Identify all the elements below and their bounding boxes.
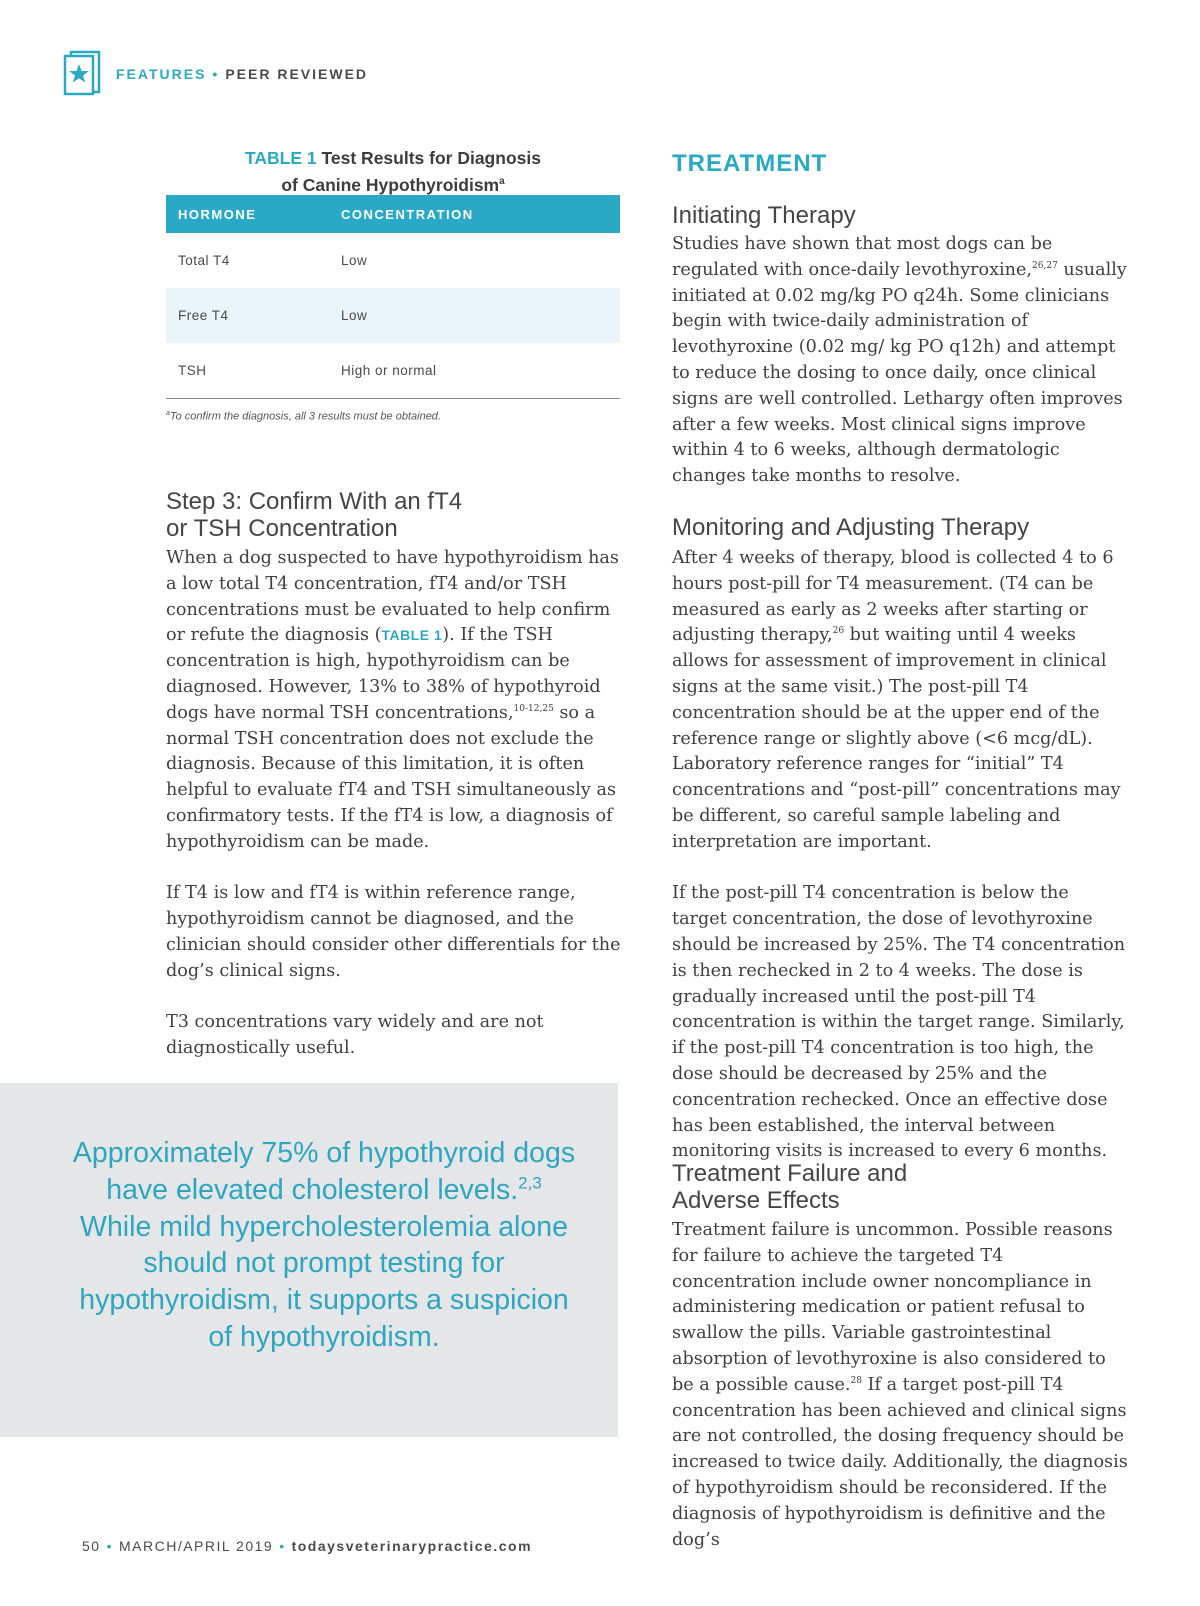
monitoring-paragraph-1: [672, 546, 1128, 856]
step3-heading-line1: Step 3: Confirm With an fT4: [166, 488, 463, 515]
footer-separator: •: [279, 1538, 286, 1554]
failure-heading-line2: Adverse Effects: [672, 1187, 840, 1214]
monitoring-paragraph-2: If the post-pill T4 concentration is below the target concentration, the dose of levothyroxine should be increased by 25%. The T4 concentration is then rechecked in 2 to 4 weeks. The dose is gradually increased until the post-pill T4 concentration is within the target range. Similarly, if the post-pill T4 concentration is too high, the dose should be decreased by 25% and the concentration rechecked. Once an effective dose has been established, the interval between monitoring visits is increased to every 6 months.: [672, 883, 1126, 1162]
step3-p1-text-b: ). If the TSH concentration is high, hypothyroidism can be diagnosed. However, 13% to 38% of hypothyroid dogs have normal TSH concentrations,: [166, 625, 601, 723]
table-title-line1: Test Results for Diagnosis: [321, 148, 541, 168]
treatment-failure-body: [672, 1218, 1128, 1553]
table-title-sup: a: [499, 176, 505, 187]
initiating-text-a: Studies have shown that most dogs can be regulated with once-daily levothyroxine,: [672, 234, 1053, 280]
section-kicker: [116, 66, 368, 82]
concentration-cell: Low: [341, 253, 368, 268]
failure-paragraph: [672, 1218, 1128, 1553]
step3-paragraph-2: If T4 is low and fT4 is within reference range, hypothyroidism cannot be diagnosed, and the clinician should consider other differentials for the dog’s clinical signs.: [166, 883, 621, 981]
table-header-row: [166, 195, 620, 233]
book-star-icon: [62, 50, 102, 96]
column-header-concentration: CONCENTRATION: [333, 195, 620, 233]
table-title: [166, 146, 620, 197]
treatment-heading: TREATMENT: [672, 150, 828, 177]
initiating-paragraph: [672, 232, 1128, 490]
hormone-cell: Total T4: [178, 253, 230, 268]
citation-sup: 26: [832, 626, 845, 637]
step3-p1-text-c: so a normal TSH concentration does not exclude the diagnosis. Because of this limitation, it is often helpful to evaluate fT4 and TSH simultaneously as confirmatory tests. If the fT4 is low, a diagnosis of hypothyroidism can be made.: [166, 702, 616, 852]
footnote-text: To confirm the diagnosis, all 3 results must be obtained.: [169, 410, 441, 423]
pull-quote-box: [0, 1083, 618, 1437]
section-label: FEATURES: [116, 66, 207, 82]
table-row: [166, 288, 620, 343]
kicker-separator: •: [212, 66, 220, 82]
step3-paragraph-1: [166, 546, 622, 856]
pull-quote-citation: 2,3: [518, 1173, 542, 1193]
page-number: 50: [82, 1538, 101, 1554]
subsection-label: PEER REVIEWED: [225, 66, 369, 82]
citation-sup: 28: [850, 1375, 862, 1386]
page-footer: [82, 1538, 532, 1554]
citation-sup: 10-12,25: [513, 703, 554, 714]
failure-text-b: If a target post-pill T4 concentration has been achieved and clinical signs are not controlled, the dosing frequency should be increased to twice daily. Additionally, the diagnosis of hypothyroidism should be reconsidered. If the diagnosis of hypothyroidism is definitive and the dog’s: [672, 1374, 1128, 1550]
failure-text-a: Treatment failure is uncommon. Possible reasons for failure to achieve the targeted T4 concentration include owner noncompliance in administering medication or patient refusal to swallow the pills. Variable gastrointestinal absorption of levothyroxine is also considered to be a possible cause.: [672, 1220, 1113, 1395]
pull-quote-text-a: Approximately 75% of hypothyroid dogs have elevated cholesterol levels.: [72, 1137, 576, 1206]
column-header-hormone: HORMONE: [166, 195, 333, 233]
initiating-therapy-body: [672, 232, 1128, 490]
step3-heading-line2: or TSH Concentration: [166, 515, 398, 542]
table-title-line2: of Canine Hypothyroidism: [281, 174, 500, 195]
pull-quote-text-b: While mild hypercholesterolemia alone should not prompt testing for hypothyroidism, it supports a suspicion of hypothyroidism.: [79, 1210, 569, 1353]
treatment-failure-heading: [672, 1160, 907, 1214]
initiating-therapy-heading: Initiating Therapy: [672, 202, 856, 229]
monitoring-p1-text-a: After 4 weeks of therapy, blood is collected 4 to 6 hours post-pill for T4 measurement. (T4 can be measured as early as 2 weeks after starting or adjusting therapy,: [672, 548, 1114, 646]
hormone-cell: TSH: [166, 343, 333, 399]
results-table: [166, 195, 620, 399]
table-row: [166, 233, 620, 288]
monitoring-p1-text-b: but waiting until 4 weeks allows for assessment of improvement in clinical signs at the same visit.) The post-pill T4 concentration should be at the upper end of the reference range or slightly above (<6 mcg/dL). Laboratory reference ranges for “initial” T4 concentrations and “post-pill” concentrations may be different, so careful sample labeling and interpretation are important.: [672, 625, 1121, 852]
concentration-cell: Low: [333, 288, 620, 343]
failure-heading-line1: Treatment Failure and: [672, 1160, 908, 1187]
concentration-cell: High or normal: [333, 343, 620, 399]
step3-body: [166, 546, 622, 1062]
page-header: [62, 50, 368, 96]
citation-sup: 26,27: [1032, 260, 1058, 271]
pull-quote-text: [70, 1135, 578, 1356]
table-row: [166, 343, 620, 399]
footnote-mark: a: [166, 410, 170, 417]
step3-p1-text-a: When a dog suspected to have hypothyroidism has a low total T4 concentration, fT4 and/or TSH concentrations must be evaluated to help confirm or refute the diagnosis (: [166, 548, 619, 646]
table1-reference-link[interactable]: TABLE 1: [381, 627, 443, 644]
website-link[interactable]: todaysveterinarypractice.com: [291, 1538, 533, 1554]
table-number: TABLE 1: [245, 148, 317, 168]
monitoring-body: [672, 546, 1128, 1165]
step3-paragraph-3: T3 concentrations vary widely and are not diagnostically useful.: [166, 1012, 544, 1059]
table-footnote: [166, 410, 620, 423]
footer-separator: •: [106, 1538, 113, 1554]
hormone-cell: Free T4: [166, 288, 333, 343]
issue-date: MARCH/APRIL 2019: [118, 1538, 274, 1554]
step3-heading: [166, 488, 620, 542]
monitoring-heading: Monitoring and Adjusting Therapy: [672, 514, 1030, 541]
initiating-text-b: usually initiated at 0.02 mg/kg PO q24h. Some clinicians begin with twice-daily administration of levothyroxine (0.02 mg/ kg PO q12h) and attempt to reduce the dosing to once daily, once clinical signs are well controlled. Lethargy often improves after a few weeks. Most clinical signs improve within 4 to 6 weeks, although dermatologic changes take months to resolve.: [672, 259, 1127, 487]
